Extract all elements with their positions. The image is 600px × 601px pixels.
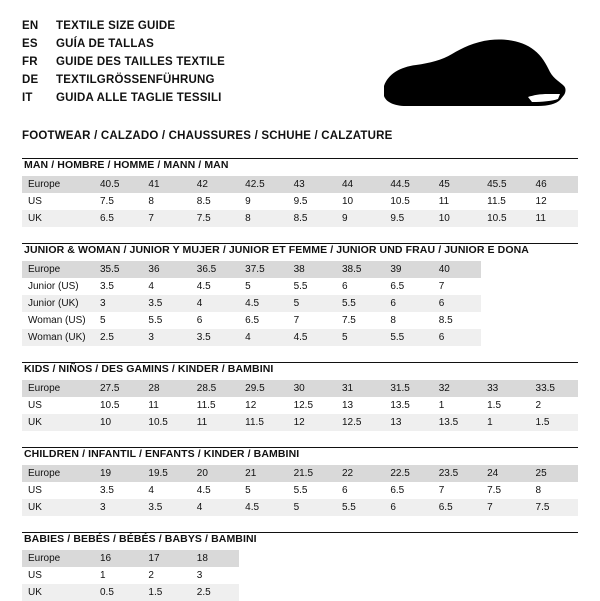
cell: 3.5 bbox=[142, 499, 190, 516]
cell: 4.5 bbox=[196, 281, 211, 292]
cell: 6.5 bbox=[94, 210, 142, 227]
cell bbox=[384, 567, 432, 584]
cell: 5 bbox=[245, 281, 251, 292]
cell: 1.5 bbox=[530, 414, 578, 431]
cell: 11.5 bbox=[487, 196, 506, 207]
cell: 4.5 bbox=[288, 329, 336, 346]
row-label: US bbox=[28, 400, 42, 411]
cell: 3.5 bbox=[191, 329, 239, 346]
language-code: FR bbox=[22, 56, 38, 68]
cell: 4 bbox=[191, 499, 239, 516]
row-label: US bbox=[28, 196, 42, 207]
cell: 44 bbox=[336, 176, 384, 193]
cell: 22.5 bbox=[384, 465, 432, 482]
cell: 11 bbox=[438, 196, 450, 207]
cell: 11 bbox=[530, 210, 578, 227]
cell: 27.5 bbox=[94, 380, 142, 397]
cell bbox=[336, 584, 384, 601]
cell: 7.5 bbox=[191, 210, 239, 227]
cell: 44.5 bbox=[384, 176, 432, 193]
cell: 1 bbox=[100, 570, 106, 581]
cell: 5 bbox=[288, 499, 336, 516]
cell bbox=[530, 312, 578, 329]
cell bbox=[433, 584, 481, 601]
cell: 2.5 bbox=[94, 329, 142, 346]
cell: 4 bbox=[148, 485, 154, 496]
language-title: TEXTILE SIZE GUIDE bbox=[56, 20, 176, 32]
cell: 12.5 bbox=[336, 414, 384, 431]
section-kids bbox=[22, 362, 578, 431]
table-row bbox=[22, 567, 578, 584]
cell: 6.5 bbox=[390, 485, 405, 496]
cell bbox=[433, 550, 481, 567]
row-label: Europe bbox=[22, 176, 94, 193]
cell: 7.5 bbox=[487, 485, 502, 496]
language-title: GUIDE DES TAILLES TEXTILE bbox=[56, 56, 225, 68]
cell: 5.5 bbox=[336, 295, 384, 312]
cell: 6.5 bbox=[390, 281, 405, 292]
cell: 7 bbox=[438, 281, 445, 292]
cell bbox=[239, 567, 287, 584]
cell: 38.5 bbox=[336, 261, 384, 278]
cell: 11.5 bbox=[239, 414, 287, 431]
cell: 7.5 bbox=[341, 315, 356, 326]
row-label: Europe bbox=[22, 465, 94, 482]
language-row bbox=[22, 90, 225, 106]
cell: 2 bbox=[535, 400, 542, 411]
row-label: UK bbox=[22, 584, 94, 601]
cell bbox=[530, 261, 578, 278]
cell: 6 bbox=[384, 499, 432, 516]
cell: 3 bbox=[94, 295, 142, 312]
cell: 31 bbox=[336, 380, 384, 397]
cell: 10.5 bbox=[481, 210, 529, 227]
cell: 4.5 bbox=[239, 499, 287, 516]
cell: 5 bbox=[245, 485, 251, 496]
cell: 6 bbox=[341, 485, 348, 496]
cell: 5.5 bbox=[293, 281, 308, 292]
cell: 8 bbox=[535, 485, 542, 496]
cell: 11 bbox=[148, 400, 159, 411]
cell bbox=[481, 295, 529, 312]
table-row bbox=[22, 312, 578, 329]
cell: 17 bbox=[142, 550, 190, 567]
cell: 23.5 bbox=[433, 465, 481, 482]
cell: 8 bbox=[390, 315, 396, 326]
cell bbox=[530, 584, 578, 601]
cell: 40.5 bbox=[94, 176, 142, 193]
cell: 12 bbox=[535, 196, 547, 207]
cell: 29.5 bbox=[239, 380, 287, 397]
cell: 3.5 bbox=[100, 485, 114, 496]
cell: 12.5 bbox=[293, 400, 314, 411]
row-label: US bbox=[28, 485, 42, 496]
table-row bbox=[22, 380, 578, 397]
cell: 9 bbox=[336, 210, 384, 227]
cell: 7.5 bbox=[530, 499, 578, 516]
cell bbox=[288, 567, 336, 584]
cell: 4 bbox=[191, 295, 239, 312]
language-code: EN bbox=[22, 20, 39, 32]
row-label: UK bbox=[22, 210, 94, 227]
size-table-junior-woman bbox=[22, 261, 578, 346]
cell bbox=[288, 550, 336, 567]
cell bbox=[433, 567, 481, 584]
cell bbox=[288, 584, 336, 601]
cell: 33.5 bbox=[530, 380, 578, 397]
cell: 4.5 bbox=[239, 295, 287, 312]
cell: 22 bbox=[336, 465, 384, 482]
cell: 10 bbox=[94, 414, 142, 431]
section-title: KIDS / NIÑOS / DES GAMINS / KINDER / BAMBINI bbox=[24, 363, 274, 375]
cell: 11 bbox=[191, 414, 239, 431]
row-label: Europe bbox=[22, 380, 94, 397]
cell bbox=[530, 295, 578, 312]
cell: 30 bbox=[288, 380, 336, 397]
cell bbox=[336, 550, 384, 567]
cell: 45.5 bbox=[481, 176, 529, 193]
cell bbox=[481, 312, 529, 329]
cell bbox=[336, 567, 384, 584]
section-title: MAN / HOMBRE / HOMME / MANN / MAN bbox=[24, 159, 229, 171]
size-table-kids bbox=[22, 380, 578, 431]
cell: 38 bbox=[288, 261, 336, 278]
cell: 37.5 bbox=[239, 261, 287, 278]
cell: 8.5 bbox=[288, 210, 336, 227]
table-row bbox=[22, 397, 578, 414]
cell: 13 bbox=[341, 400, 354, 411]
section-title: BABIES / BEBÉS / BÉBÉS / BABYS / BAMBINI bbox=[24, 533, 257, 545]
language-title: GUÍA DE TALLAS bbox=[56, 38, 154, 50]
language-row bbox=[22, 18, 225, 34]
cell: 2.5 bbox=[191, 584, 239, 601]
cell: 28.5 bbox=[191, 380, 239, 397]
row-label: Europe bbox=[22, 261, 94, 278]
cell bbox=[481, 584, 529, 601]
cell: 3 bbox=[196, 570, 203, 581]
cell: 31.5 bbox=[384, 380, 432, 397]
cell: 18 bbox=[191, 550, 239, 567]
cell: 3 bbox=[142, 329, 190, 346]
size-table-man bbox=[22, 176, 578, 227]
cell: 1 bbox=[481, 414, 529, 431]
cell: 3 bbox=[94, 499, 142, 516]
cell: 12 bbox=[288, 414, 336, 431]
cell: 5.5 bbox=[384, 329, 432, 346]
cell bbox=[239, 550, 287, 567]
section-children bbox=[22, 447, 578, 516]
language-row bbox=[22, 54, 225, 70]
cell: 28 bbox=[142, 380, 190, 397]
cell: 8 bbox=[148, 196, 154, 207]
size-table-babies bbox=[22, 550, 578, 601]
cell: 25 bbox=[530, 465, 578, 482]
cell: 11.5 bbox=[196, 400, 216, 411]
cell: 6 bbox=[384, 295, 432, 312]
cell: 5 bbox=[288, 295, 336, 312]
cell: 9 bbox=[245, 196, 251, 207]
section-title: JUNIOR & WOMAN / JUNIOR Y MUJER / JUNIOR ET FEMME / JUNIOR UND FRAU / JUNIOR E DONA bbox=[24, 244, 529, 256]
cell: 3.5 bbox=[142, 295, 190, 312]
cell: 7.5 bbox=[100, 196, 114, 207]
category-line: FOOTWEAR / CALZADO / CHAUSSURES / SCHUHE / CALZATURE bbox=[22, 130, 393, 142]
language-code: DE bbox=[22, 74, 39, 86]
cell: 5 bbox=[100, 315, 106, 326]
language-code: IT bbox=[22, 92, 33, 104]
cell: 16 bbox=[94, 550, 142, 567]
cell: 1.5 bbox=[487, 400, 502, 411]
cell: 5.5 bbox=[293, 485, 308, 496]
cell: 8.5 bbox=[196, 196, 211, 207]
cell: 36 bbox=[142, 261, 190, 278]
cell: 24 bbox=[481, 465, 529, 482]
document-header bbox=[22, 18, 578, 114]
table-row bbox=[22, 584, 578, 601]
cell: 6.5 bbox=[245, 315, 260, 326]
table-row bbox=[22, 465, 578, 482]
cell bbox=[481, 329, 529, 346]
cell: 45 bbox=[433, 176, 481, 193]
language-title: TEXTILGRÖSSENFÜHRUNG bbox=[56, 74, 215, 86]
cell: 6 bbox=[341, 281, 348, 292]
cell: 40 bbox=[433, 261, 481, 278]
language-title-list bbox=[22, 18, 225, 106]
table-row bbox=[22, 482, 578, 499]
cell: 5 bbox=[336, 329, 384, 346]
cell: 10.5 bbox=[142, 414, 190, 431]
cell: 32 bbox=[433, 380, 481, 397]
cell: 13 bbox=[384, 414, 432, 431]
cell: 2 bbox=[148, 570, 154, 581]
table-row bbox=[22, 550, 578, 567]
cell: 20 bbox=[191, 465, 239, 482]
table-row bbox=[22, 193, 578, 210]
cell: 10.5 bbox=[100, 400, 120, 411]
section-babies bbox=[22, 532, 578, 601]
cell bbox=[530, 567, 578, 584]
cell: 1 bbox=[438, 400, 445, 411]
row-label: Junior (UK) bbox=[22, 295, 94, 312]
cell: 8 bbox=[239, 210, 287, 227]
table-row bbox=[22, 261, 578, 278]
cell bbox=[481, 550, 529, 567]
cell: 42 bbox=[191, 176, 239, 193]
cell: 42.5 bbox=[239, 176, 287, 193]
cell: 6 bbox=[433, 329, 481, 346]
row-label: Europe bbox=[22, 550, 94, 567]
table-row bbox=[22, 176, 578, 193]
table-row bbox=[22, 210, 578, 227]
cell bbox=[481, 567, 529, 584]
language-row bbox=[22, 72, 225, 88]
row-label: Woman (UK) bbox=[22, 329, 94, 346]
cell: 7 bbox=[481, 499, 529, 516]
cell: 36.5 bbox=[191, 261, 239, 278]
language-row bbox=[22, 36, 225, 52]
cell: 0.5 bbox=[94, 584, 142, 601]
cell: 7 bbox=[438, 485, 445, 496]
table-row bbox=[22, 278, 578, 295]
cell: 4 bbox=[148, 281, 154, 292]
cell: 4.5 bbox=[196, 485, 211, 496]
cell bbox=[530, 278, 578, 295]
cell: 9.5 bbox=[384, 210, 432, 227]
row-label: UK bbox=[22, 499, 94, 516]
row-label: US bbox=[28, 570, 42, 581]
cell: 19 bbox=[94, 465, 142, 482]
language-title: GUIDA ALLE TAGLIE TESSILI bbox=[56, 92, 222, 104]
cell: 39 bbox=[384, 261, 432, 278]
cell: 43 bbox=[288, 176, 336, 193]
cell: 1.5 bbox=[142, 584, 190, 601]
cell: 10 bbox=[341, 196, 354, 207]
cell bbox=[384, 584, 432, 601]
table-row bbox=[22, 414, 578, 431]
cell: 46 bbox=[530, 176, 578, 193]
cell bbox=[239, 584, 287, 601]
cell: 5.5 bbox=[336, 499, 384, 516]
section-man bbox=[22, 158, 578, 227]
cell: 41 bbox=[142, 176, 190, 193]
cell: 21.5 bbox=[288, 465, 336, 482]
cell: 33 bbox=[481, 380, 529, 397]
cell: 21 bbox=[239, 465, 287, 482]
cell: 8.5 bbox=[438, 315, 453, 326]
section-junior-woman bbox=[22, 243, 578, 346]
cell: 6.5 bbox=[433, 499, 481, 516]
table-row bbox=[22, 329, 578, 346]
cell bbox=[530, 550, 578, 567]
section-title: CHILDREN / INFANTIL / ENFANTS / KINDER / BAMBINI bbox=[24, 448, 300, 460]
cell: 13.5 bbox=[433, 414, 481, 431]
cell: 13.5 bbox=[390, 400, 410, 411]
cell: 5.5 bbox=[148, 315, 163, 326]
table-row bbox=[22, 295, 578, 312]
cell: 9.5 bbox=[293, 196, 308, 207]
cell: 6 bbox=[196, 315, 203, 326]
table-row bbox=[22, 499, 578, 516]
cell: 19.5 bbox=[142, 465, 190, 482]
cell: 6 bbox=[433, 295, 481, 312]
cell: 10 bbox=[433, 210, 481, 227]
cell: 35.5 bbox=[94, 261, 142, 278]
dress-shoe-icon bbox=[378, 34, 568, 114]
cell: 7 bbox=[142, 210, 190, 227]
cell: 7 bbox=[293, 315, 300, 326]
row-label: Junior (US) bbox=[28, 281, 79, 292]
row-label: UK bbox=[22, 414, 94, 431]
cell: 12 bbox=[245, 400, 257, 411]
cell bbox=[530, 329, 578, 346]
size-table-children bbox=[22, 465, 578, 516]
cell: 10.5 bbox=[390, 196, 410, 207]
cell bbox=[384, 550, 432, 567]
cell: 3.5 bbox=[100, 281, 114, 292]
language-code: ES bbox=[22, 38, 38, 50]
row-label: Woman (US) bbox=[28, 315, 86, 326]
cell bbox=[481, 278, 529, 295]
cell bbox=[481, 261, 529, 278]
cell: 4 bbox=[239, 329, 287, 346]
